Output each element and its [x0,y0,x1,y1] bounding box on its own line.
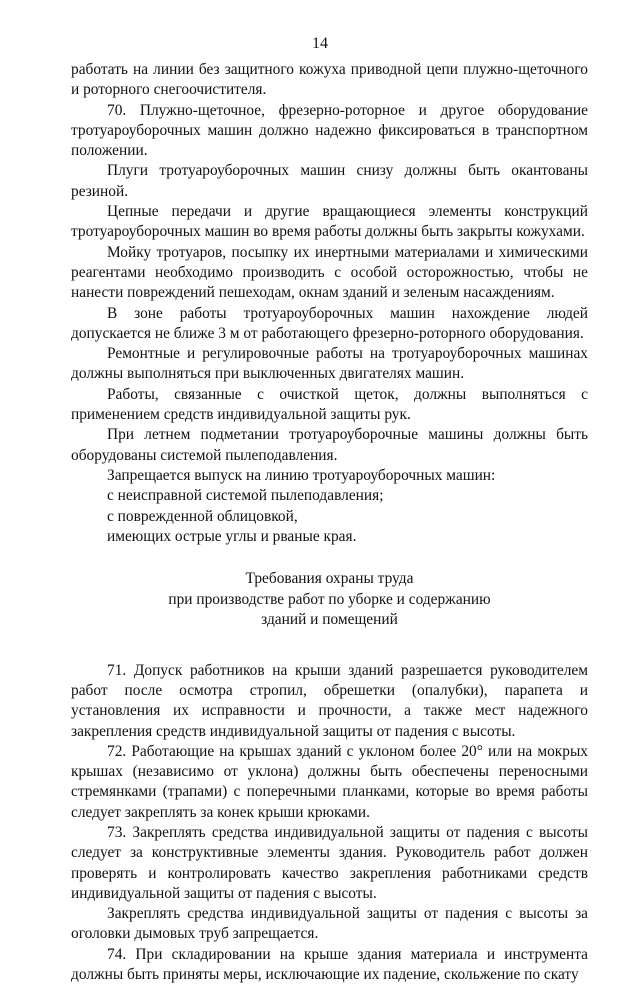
paragraph: Цепные передачи и другие вращающиеся элементы конструкций тротуароуборочных машин во время работы должны быть закрыты кожухами. [71,203,588,241]
paragraph: 74. При складировании на крыше здания материала и инструмента должны быть приняты меры, исключающие их падение, скольжение по скату [71,945,588,984]
paragraphs-bottom [71,661,588,985]
paragraph: 70. Плужно-щеточное, фрезерно-роторное и другое оборудование тротуароуборочных машин должно надежно фиксироваться в транспортном положении. [71,101,588,160]
paragraph: 71. Допуск работников на крыши зданий разрешается руководителем работ после осмотра стропил, обрешетки (опалубки), парапета и установления их исправности и прочности, а также мест надежного закрепления средств индивидуальной защиты от падения с высоты. [71,661,588,740]
paragraph: Работы, связанные с очисткой щеток, должны выполняться с применением средств индивидуальной защиты рук. [71,385,588,424]
paragraph: имеющих острые углы и рваные края. [107,527,357,545]
paragraph: 73. Закреплять средства индивидуальной защиты от падения с высоты следует за конструктивные элементы здания. Руководитель работ должен проверять и контролировать качество закрепления работниками средств индивидуальной защиты от падения с высоты. [71,824,588,902]
paragraph: При летнем подметании тротуароуборочные машины должны быть оборудованы системой пылеподавления. [71,426,588,464]
paragraph: работать на линии без защитного кожуха приводной цепи плужно-щеточного и роторного снегоочистителя. [71,61,588,99]
paragraph: Закреплять средства индивидуальной защиты от падения с высоты за оголовки дымовых труб запрещается. [71,905,588,943]
section-heading-line-1: Требования охраны труда [245,570,414,588]
paragraph: Ремонтные и регулировочные работы на тротуароуборочных машинах должны выполняться при выключенных двигателях машин. [71,345,588,383]
page-content [71,60,588,985]
section-heading [71,569,588,631]
section-heading-line-3: зданий и помещений [261,611,398,629]
paragraph: Плуги тротуароуборочных машин снизу должны быть окантованы резиной. [71,162,588,200]
paragraph: Мойку тротуаров, посыпку их инертными материалами и химическими реагентами необходимо производить с особой осторожностью, чтобы не нанести повреждений пешеходам, окнам зданий и зеленым насаждениям. [71,243,588,302]
page-number: 14 [312,35,328,52]
section-heading-line-2: при производстве работ по уборке и содержанию [168,590,491,608]
paragraph: 72. Работающие на крышах зданий с уклоном более 20° или на мокрых крышах (независимо от уклона) должны быть обеспечены переносными стремянками (трапами) с поперечными планками, которые во время работы следует закреплять за конек крыши крюками. [71,742,588,821]
paragraph: с поврежденной облицовкой, [107,507,298,525]
paragraph: В зоне работы тротуароуборочных машин нахождение людей допускается не ближе 3 м от работающего фрезерно-роторного оборудования. [71,304,588,342]
paragraph: с неисправной системой пылеподавления; [107,487,384,505]
paragraphs-top [71,60,588,547]
paragraph: Запрещается выпуск на линию тротуароуборочных машин: [107,466,496,484]
